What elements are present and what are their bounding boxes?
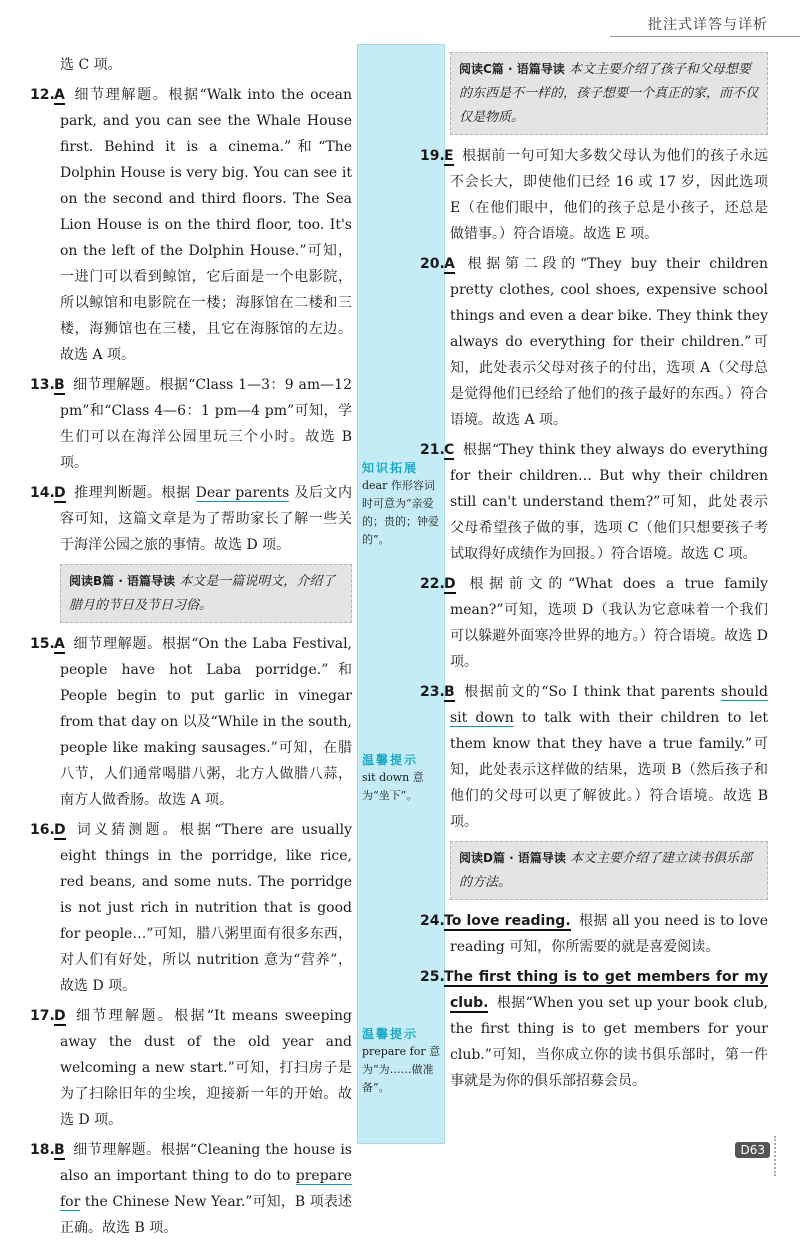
corner-dots [774, 1136, 794, 1176]
answer-15 [30, 631, 352, 813]
answer-letter: D [54, 822, 66, 838]
intro-label: 阅读D篇 · 语篇导读 [459, 851, 566, 865]
intro-label: 阅读C篇 · 语篇导读 [459, 62, 565, 76]
answer-sentence: To love reading. [444, 913, 571, 929]
top-fragment: 选 C 项。 [60, 57, 122, 73]
question-number: 14. [30, 485, 55, 501]
question-number: 13. [30, 377, 55, 393]
question-number: 23. [420, 684, 445, 700]
tip-reminder-prepare-for [362, 1025, 444, 1097]
tip-knowledge [362, 459, 444, 549]
answer-letter: D [54, 485, 66, 501]
answer-24 [420, 908, 768, 960]
tip-body: dear 作形容词时可意为“亲爱的；贵的；钟爱的”。 [362, 479, 439, 546]
reading-intro-d [450, 841, 768, 900]
intro-text: 本文是一篇说明文，介绍了腊月的节日及节日习俗。 [69, 574, 336, 613]
explanation: 细节理解题。根据“Class 1—3：9 am—12 pm”和“Class 4—6：1 pm—4 pm”可知，学生们可以在海洋公园里玩三个小时。故选 B 项。 [60, 377, 352, 471]
explanation-pre: 推理判断题。根据 [73, 485, 196, 501]
question-number: 25. [420, 969, 445, 985]
answer-letter: D [444, 576, 456, 592]
tip-title: 温馨提示 [362, 753, 419, 767]
page-header: 批注式详答与详析 [648, 17, 768, 33]
explanation: 细节理解题。根据“On the Laba Festival, people have hot Laba porridge.”和 People begin to put garlic in vinegar from that day on 以及“While in the south, people like making sausages.”可知，在腊八节，人们通常喝腊八粥，北方人做腊八蒜，南方人做香肠。故选 A 项。 [60, 636, 352, 808]
underlined-phrase: prepare for [60, 1168, 352, 1210]
question-number: 12. [30, 87, 55, 103]
answer-20 [420, 251, 768, 433]
explanation-post: to talk with their children to let them know that they have a true family.”可知，此处表示这样做的结果，选项 B（然后孩子和他们的父母可以更了解彼此。）符合语境。故选 B 项。 [450, 710, 768, 830]
answer-letter: A [54, 87, 65, 103]
intro-text: 本文主要介绍了建立读书俱乐部的方法。 [459, 851, 753, 890]
question-number: 18. [30, 1142, 55, 1158]
explanation: 根据 all you need is to love reading 可知，你所需要的就是喜爱阅读。 [450, 913, 768, 955]
answer-letter: A [54, 636, 65, 652]
answer-17 [30, 1003, 352, 1133]
question-number: 24. [420, 913, 445, 929]
answer-16 [30, 817, 352, 999]
explanation-post: the Chinese New Year.”可知，B 项表述正确。故选 B 项。 [60, 1194, 352, 1236]
underlined-phrase: sit down [450, 710, 514, 726]
answer-letter: B [444, 684, 455, 700]
answer-14 [30, 480, 352, 558]
underlined-phrase: should [720, 684, 768, 700]
tip-body: sit down 意为“坐下”。 [362, 771, 424, 802]
answer-19 [420, 143, 768, 247]
answer-sentence: The first thing is to get members for my club. [444, 969, 768, 1011]
explanation: 根据前一句可知大多数父母认为他们的孩子永远不会长大，即使他们已经 16 或 17 岁，因此选项 E（在他们眼中，他们的孩子总是小孩子，还总是做错事。）符合语境。故选 E 项。 [450, 148, 768, 242]
explanation: 细节理解题。根据“It means sweeping away the dust of the old year and welcoming a new start.”可知，打扫房子是为了扫除旧年的尘埃，迎接新一年的开始。故选 D 项。 [60, 1008, 352, 1128]
left-column [30, 52, 352, 1245]
question-number: 22. [420, 576, 445, 592]
explanation-post: 及后文内容可知，这篇文章是为了帮助家长了解一些关于海洋公园之旅的事情。故选 D 项。 [60, 485, 352, 553]
tip-title: 知识拓展 [362, 461, 419, 475]
question-number: 15. [30, 636, 55, 652]
explanation: 根据“When you set up your book club, the first thing is to get members for your club.”可知，当你成立你的读书俱乐部时，第一件事就是为你的俱乐部招募会员。 [450, 995, 768, 1089]
reading-intro-b [60, 564, 352, 623]
question-number: 19. [420, 148, 445, 164]
tip-body: prepare for 意为“为……做准备”。 [362, 1045, 441, 1094]
answer-21 [420, 437, 768, 567]
answer-23 [420, 679, 768, 835]
question-number: 21. [420, 442, 445, 458]
explanation-pre: 细节理解题。根据“Cleaning the house is also an important thing to do to [60, 1142, 352, 1184]
answer-22 [420, 571, 768, 675]
explanation: 根据第二段的“They buy their children pretty clothes, cool shoes, expensive school things and even a dear bike. They think they always do everything for their children.”可知，此处表示父母对孩子的付出，选项 A（父母总是觉得他们已经给了他们的孩子最好的东西。）符合语境。故选 A 项。 [450, 256, 768, 428]
tip-title: 温馨提示 [362, 1027, 419, 1041]
answer-letter: A [444, 256, 455, 272]
explanation: 细节理解题。根据“Walk into the ocean park, and you can see the Whale House first. Behind it is a cinema.”和“The Dolphin House is very big. You can see it on the second and third floors. The Sea Lion House is on the third floor, too. It's on the left of the Dolphin House.”可知，一进门可以看到鲸馆，它后面是一个电影院，所以鲸馆和电影院在一楼；海豚馆在二楼和三楼，海狮馆也在三楼，且它在海豚馆的左边。故选 A 项。 [60, 87, 352, 363]
answer-12 [30, 82, 352, 368]
answer-letter: B [54, 377, 65, 393]
answer-letter: D [54, 1008, 66, 1024]
answer-letter: C [444, 442, 455, 458]
right-column [420, 52, 768, 1098]
answer-13 [30, 372, 352, 476]
explanation: 根据前文的“What does a true family mean?”可知，选项 D（我认为它意味着一个我们可以躲避外面寒冷世界的地方。）符合语境。故选 D 项。 [450, 576, 768, 670]
header-rule [610, 36, 800, 37]
tip-reminder-sit-down [362, 751, 444, 805]
underlined-phrase: Dear parents [195, 485, 290, 501]
intro-text: 本文主要介绍了孩子和父母想要的东西是不一样的，孩子想要一个真正的家，而不仅仅是物质。 [459, 62, 759, 125]
answer-18 [30, 1137, 352, 1241]
reading-intro-c [450, 52, 768, 135]
explanation: 词义猜测题。根据“There are usually eight things in the porridge, like rice, red beans, and some nuts. The porridge is not just rich in nutrition that is good for people…”可知，腊八粥里面有很多东西，对人们有好处，所以 nutrition 意为“营养”，故选 D 项。 [60, 822, 352, 994]
question-number: 16. [30, 822, 55, 838]
answer-25 [420, 964, 768, 1094]
answer-letter: E [444, 148, 454, 164]
question-number: 17. [30, 1008, 55, 1024]
page-number: D63 [735, 1142, 770, 1158]
explanation-pre: 根据前文的“So I think that parents [462, 684, 721, 700]
intro-label: 阅读B篇 · 语篇导读 [69, 574, 176, 588]
question-number: 20. [420, 256, 445, 272]
explanation: 根据“They think they always do everything for their children… But why their children still can't understand them?”可知，此处表示父母希望孩子做的事，选项 C（他们只想要孩子考试取得好成绩作为回报。）符合语境。故选 C 项。 [450, 442, 768, 562]
answer-letter: B [54, 1142, 65, 1158]
